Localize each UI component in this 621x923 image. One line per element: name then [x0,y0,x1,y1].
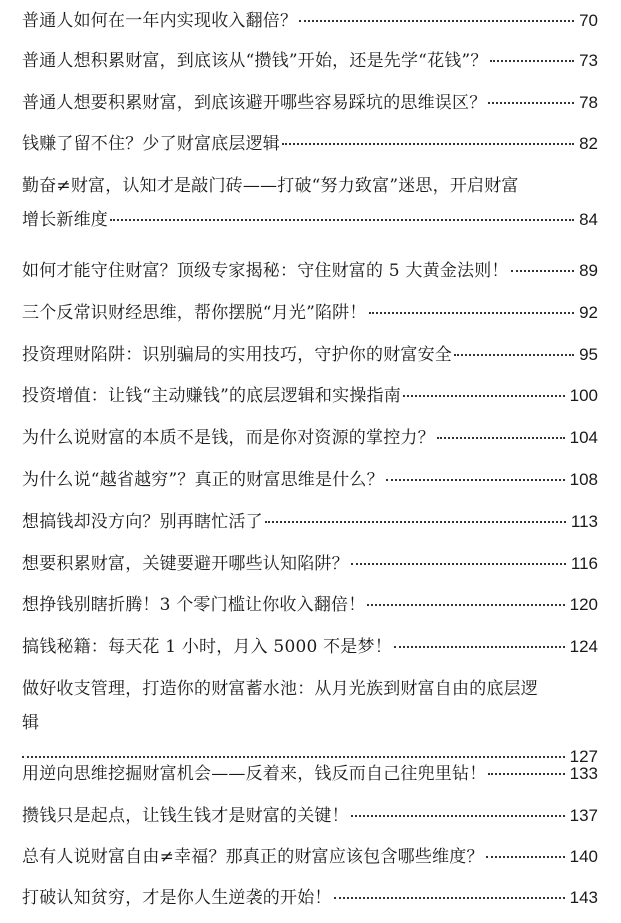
toc-entry-page: 116 [570,554,598,573]
toc-leader-dots [351,815,565,817]
toc-entry-title: 为什么说财富的本质不是钱，而是你对资源的掌控力？ [22,428,435,448]
toc-leader-dots [351,563,566,565]
toc-leader-dots [437,437,565,439]
toc-entry-page: 140 [569,847,598,866]
toc-entry-page: 137 [569,806,598,825]
toc-entry[interactable] [22,10,598,32]
toc-entry-page: 108 [569,470,598,489]
toc-entry-title: 想搞钱却没方向？别再瞎忙活了 [22,512,263,532]
toc-entry-page: 127 [569,747,598,766]
toc-entry[interactable] [22,175,598,231]
toc-entry-page: 95 [579,345,598,364]
toc-entry-page: 78 [579,93,598,112]
toc-leader-dots [367,604,564,606]
toc-leader-dots [394,646,565,648]
toc-entry-page: 84 [579,210,598,229]
toc-entry[interactable] [22,260,598,282]
toc-entry[interactable] [22,678,598,768]
toc-entry-title-line2: 增长新维度 [22,210,108,230]
toc-entry-page: 92 [579,303,598,322]
toc-entry[interactable] [22,385,598,407]
toc-entry-title-line1: 勤奋≠财富，认知才是敲门砖——打破“努力致富”迷思，开启财富 [22,176,519,196]
toc-leader-dots [403,395,565,397]
toc-entry-page: 82 [579,134,598,153]
toc-entry-title: 投资理财陷阱：识别骗局的实用技巧，守护你的财富安全 [22,345,452,365]
toc-entry-page: 89 [579,261,598,280]
toc-entry-title: 打破认知贫穷，才是你人生逆袭的开始！ [22,888,332,908]
toc-entry-page: 133 [569,764,598,783]
toc-entry-title: 普通人如何在一年内实现收入翻倍？ [22,11,298,31]
toc-entry[interactable] [22,846,598,868]
toc-leader-dots [490,60,575,62]
toc-entry-page: 120 [569,595,598,614]
toc-leader-dots [511,270,574,272]
toc-entry-page: 104 [569,428,598,447]
toc-entry[interactable] [22,636,598,658]
toc-entry-title: 想挣钱别瞎折腾！3 个零门槛让你收入翻倍！ [22,595,366,615]
toc-entry-title-line2: 辑 [22,713,40,733]
toc-entry[interactable] [22,887,598,909]
toc-entry-title: 普通人想要积累财富，到底该避开哪些容易踩坑的思维误区？ [22,93,487,113]
toc-entry[interactable] [22,302,598,324]
toc-entry[interactable] [22,594,598,616]
toc-leader-dots [369,312,574,314]
toc-entry-page: 124 [569,637,598,656]
toc-entry[interactable] [22,92,598,114]
toc-entry[interactable] [22,469,598,491]
toc-entry-title: 总有人说财富自由≠幸福？那真正的财富应该包含哪些维度？ [22,847,484,867]
toc-entry-page: 73 [579,51,598,70]
toc-leader-dots [265,521,566,523]
toc-entry-title: 投资增值：让钱“主动赚钱”的底层逻辑和实操指南 [22,386,401,406]
toc-leader-dots [334,897,565,899]
toc-entry[interactable] [22,344,598,366]
toc-entry[interactable] [22,427,598,449]
toc-entry-title: 搞钱秘籍：每天花 1 小时，月入 5000 不是梦！ [22,637,392,657]
toc-leader-dots [488,773,564,775]
toc-entry-title-line1: 做好收支管理，打造你的财富蓄水池：从月光族到财富自由的底层逻 [22,679,538,699]
toc-entry[interactable] [22,50,598,72]
toc-entry[interactable] [22,553,598,575]
toc-entry-title: 钱赚了留不住？少了财富底层逻辑 [22,134,280,154]
toc-entry[interactable] [22,763,598,785]
toc-leader-dots [282,143,574,145]
toc-leader-dots [454,354,574,356]
toc-leader-dots [110,219,574,221]
toc-entry-page: 113 [570,512,598,531]
toc-leader-dots [488,102,574,104]
toc-entry-page: 70 [579,11,598,30]
toc-leader-dots [299,20,574,22]
toc-leader-dots [486,856,565,858]
toc-entry-page: 143 [569,888,598,907]
toc-entry[interactable] [22,511,598,533]
toc-entry-title: 如何才能守住财富？顶级专家揭秘：守住财富的 5 大黄金法则！ [22,261,509,281]
toc-entry-title: 想要积累财富，关键要避开哪些认知陷阱？ [22,554,349,574]
toc-entry-title: 为什么说“越省越穷”？真正的财富思维是什么？ [22,470,384,490]
toc-entry-title: 三个反常识财经思维，帮你摆脱“月光”陷阱！ [22,303,367,323]
toc-leader-dots [22,756,565,758]
toc-entry-title: 用逆向思维挖掘财富机会——反着来，钱反而自己往兜里钻！ [22,764,487,784]
toc-entry-title: 普通人想积累财富，到底该从“攒钱”开始，还是先学“花钱”？ [22,51,488,71]
toc-leader-dots [386,479,565,481]
toc-entry-page: 100 [569,386,598,405]
toc-entry-title: 攒钱只是起点，让钱生钱才是财富的关键！ [22,806,349,826]
toc-entry[interactable] [22,133,598,155]
toc-entry[interactable] [22,805,598,827]
